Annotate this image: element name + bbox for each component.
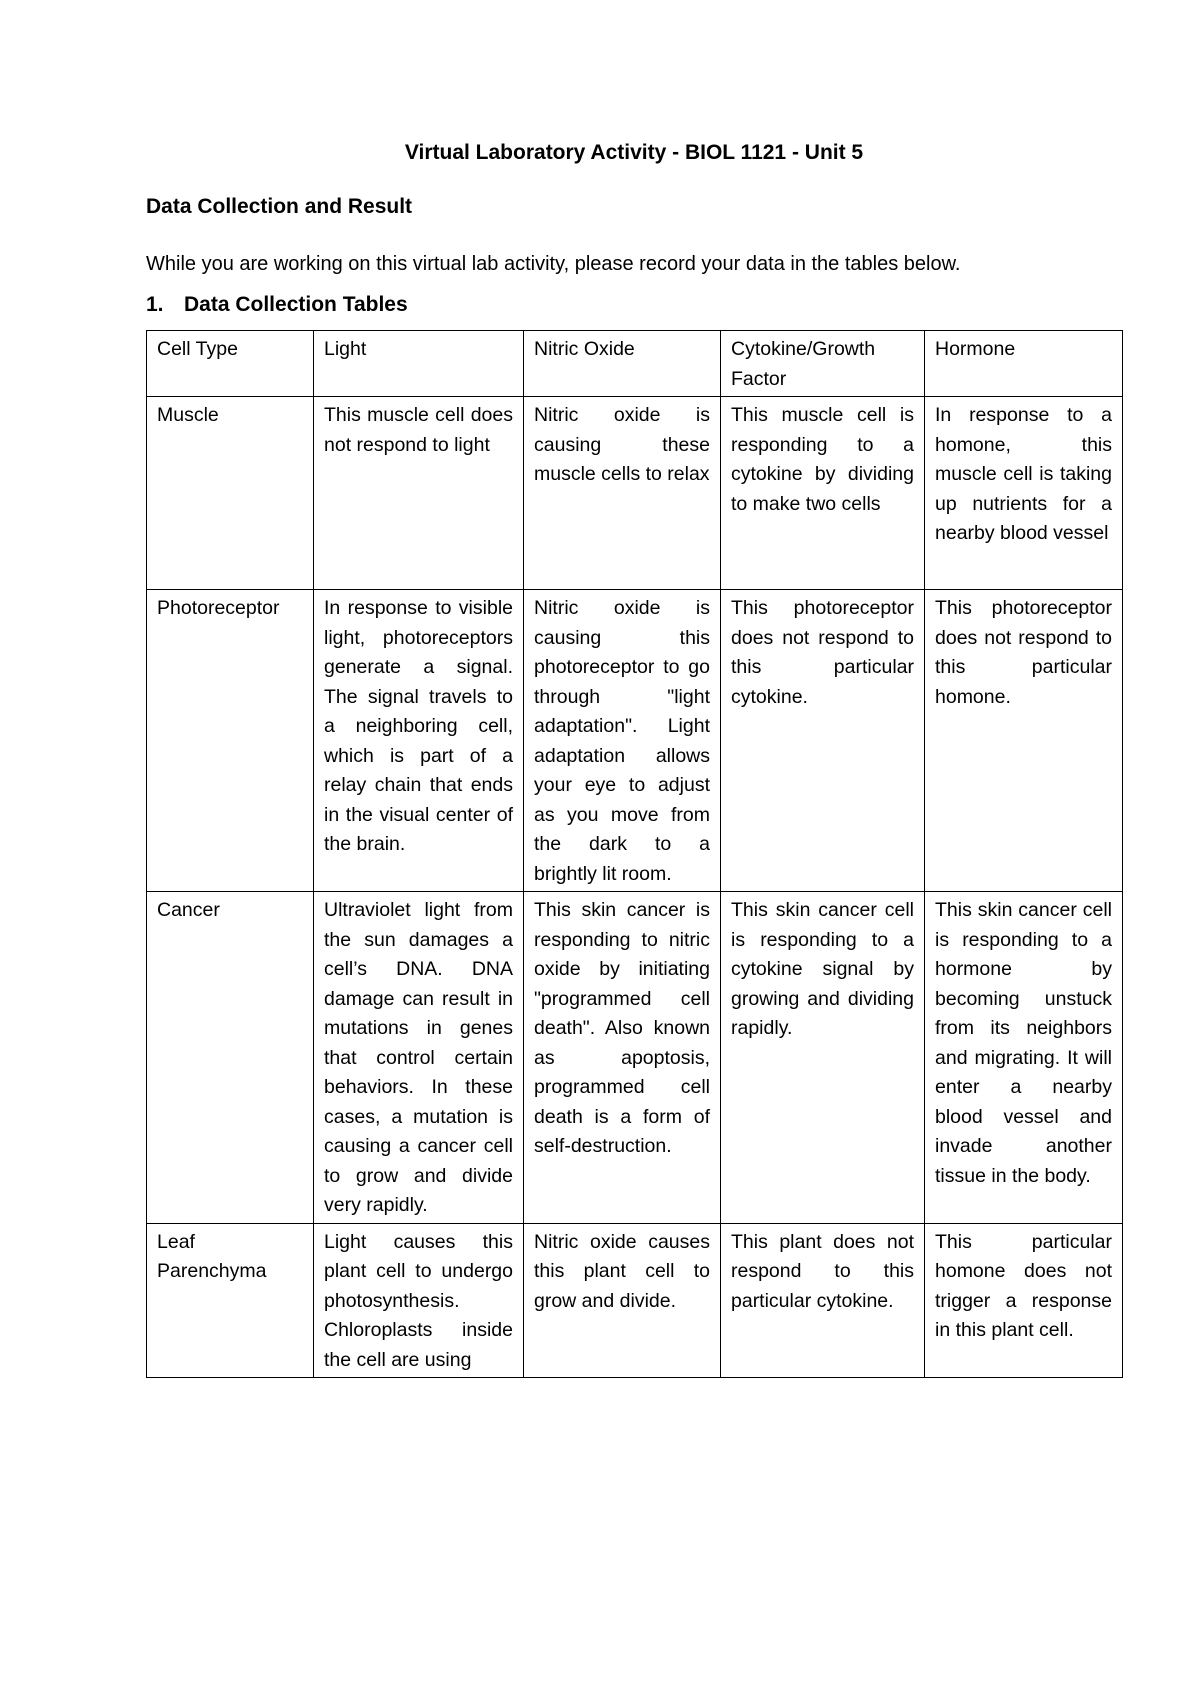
- table-header-row: [147, 331, 1123, 397]
- cell-nitric-oxide: Nitric oxide is causing these muscle cells to relax: [524, 397, 721, 590]
- table-row: [147, 397, 1123, 590]
- cell-light: In response to visible light, photoreceptors generate a signal. The signal travels to a neighboring cell, which is part of a relay chain that ends in the visual center of the brain.: [314, 590, 524, 892]
- header-hormone: Hormone: [925, 331, 1123, 397]
- cell-light: Light causes this plant cell to undergo photosynthesis. Chloroplasts inside the cell are using: [314, 1223, 524, 1378]
- cell-nitric-oxide: Nitric oxide is causing this photoreceptor to go through "light adaptation". Light adaptation allows your eye to adjust as you move from the dark to a brightly lit room.: [524, 590, 721, 892]
- cell-hormone: In response to a homone, this muscle cell is taking up nutrients for a nearby blood vessel: [925, 397, 1123, 590]
- header-light: Light: [314, 331, 524, 397]
- list-heading-text: Data Collection Tables: [184, 293, 408, 316]
- cell-hormone: This particular homone does not trigger a response in this plant cell.: [925, 1223, 1123, 1378]
- cell-cytokine: This muscle cell is responding to a cytokine by dividing to make two cells: [721, 397, 925, 590]
- cell-cytokine: This skin cancer cell is responding to a cytokine signal by growing and dividing rapidly.: [721, 892, 925, 1224]
- header-nitric-oxide: Nitric Oxide: [524, 331, 721, 397]
- section-heading: Data Collection and Result: [146, 195, 413, 218]
- document-title: Virtual Laboratory Activity - BIOL 1121 - Unit 5: [404, 141, 864, 164]
- cell-type: Photoreceptor: [147, 590, 314, 892]
- cell-type: Muscle: [147, 397, 314, 590]
- data-collection-table: [146, 330, 1123, 1378]
- list-number: 1.: [146, 293, 164, 316]
- data-tables-heading: [146, 292, 1122, 318]
- cell-nitric-oxide: Nitric oxide causes this plant cell to grow and divide.: [524, 1223, 721, 1378]
- table-row: [147, 892, 1123, 1224]
- cell-light: Ultraviolet light from the sun damages a cell’s DNA. DNA damage can result in mutations in genes that control certain behaviors. In these cases, a mutation is causing a cancer cell to grow and divide very rapidly.: [314, 892, 524, 1224]
- intro-paragraph: While you are working on this virtual lab activity, please record your data in the tables below.: [146, 253, 961, 275]
- cell-light: This muscle cell does not respond to light: [314, 397, 524, 590]
- table-row: [147, 590, 1123, 892]
- cell-hormone: This photoreceptor does not respond to this particular homone.: [925, 590, 1123, 892]
- cell-cytokine: This photoreceptor does not respond to this particular cytokine.: [721, 590, 925, 892]
- cell-cytokine: This plant does not respond to this particular cytokine.: [721, 1223, 925, 1378]
- document-page: [146, 140, 1122, 1378]
- cell-hormone: This skin cancer cell is responding to a hormone by becoming unstuck from its neighbors and migrating. It will enter a nearby blood vessel and invade another tissue in the body.: [925, 892, 1123, 1224]
- header-cytokine: Cytokine/Growth Factor: [721, 331, 925, 397]
- cell-nitric-oxide: This skin cancer is responding to nitric oxide by initiating "programmed cell death". Also known as apoptosis, programmed cell death is a form of self-destruction.: [524, 892, 721, 1224]
- cell-type: Leaf Parenchyma: [147, 1223, 314, 1378]
- header-cell-type: Cell Type: [147, 331, 314, 397]
- cell-type: Cancer: [147, 892, 314, 1224]
- table-row: [147, 1223, 1123, 1378]
